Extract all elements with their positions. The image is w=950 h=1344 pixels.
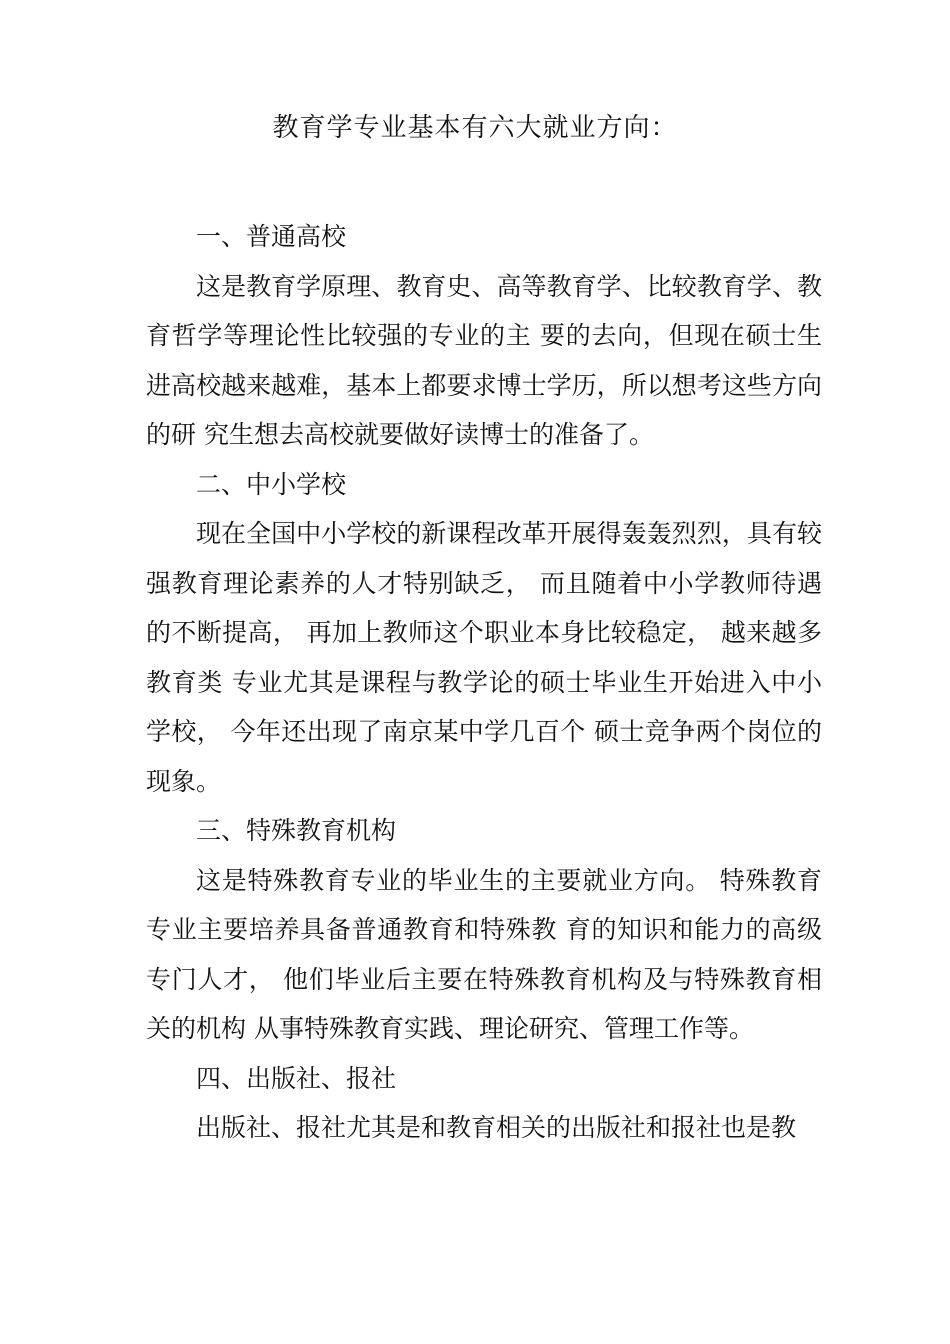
section-heading-3: 三、特殊教育机构 <box>196 816 397 845</box>
section-paragraph-3: 这是特殊教育专业的毕业生的主要就业方向。 特殊教育专业主要培养具备普通教育和特殊教 育的知识和能力的高级专门人才， 他们毕业后主要在特殊教育机构及与特殊教育相关的机构 从事特殊教育实践、理论研究、管理工作等。 <box>146 865 822 1043</box>
section-paragraph-4: 出版社、报社尤其是和教育相关的出版社和报社也是教 <box>196 1113 797 1142</box>
section-paragraph-2: 现在全国中小学校的新课程改革开展得轰轰烈烈，具有较强教育理论素养的人才特别缺乏， 而且随着中小学教师待遇的不断提高， 再加上教师这个职业本身比较稳定， 越来越多教育类 专业尤其是课程与教学论的硕士毕业生开始进入中小学校， 今年还出现了南京某中学几百个 硕士竞争两个岗位的现象。 <box>146 519 822 796</box>
page-title: 教育学专业基本有六大就业方向： <box>272 113 678 143</box>
document-body <box>146 212 822 1153</box>
section-heading-2: 二、中小学校 <box>196 469 347 499</box>
section-heading-1: 一、普通高校 <box>196 222 347 251</box>
section-heading-4: 四、出版社、报社 <box>196 1063 397 1093</box>
section-paragraph-1: 这是教育学原理、教育史、高等教育学、比较教育学、教育哲学等理论性比较强的专业的主 要的去向，但现在硕士生进高校越来越难，基本上都要求博士学历，所以想考这些方向的研 究生想去高校就要做好读博士的准备了。 <box>146 271 822 449</box>
